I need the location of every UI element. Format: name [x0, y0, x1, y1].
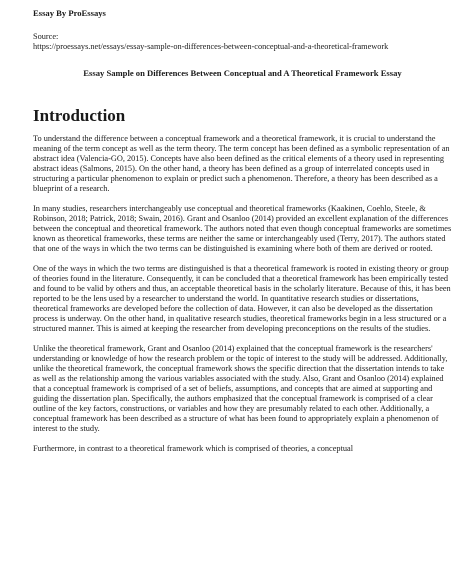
source-url-link[interactable]: https://proessays.net/essays/essay-sample-on-differences-between-conceptual-and-a-theoretical-framework — [33, 42, 389, 51]
paragraph-2: In many studies, researchers interchangeably use conceptual and theoretical frameworks (Kaakinen, Coehlo, Steele, & Robinson, 2018; Patrick, 2018; Swain, 2016). Grant and Osanloo (2014) provided an excellent explanation of the differences between the conceptual and theoretical framework. The authors noted that even though conceptual frameworks are sometimes known as theoretical frameworks, these terms are neither the same or interchangeably used (Terry, 2017). The authors stated that one of the ways in which the two terms can be distinguished is examining where both of them are derived or rooted. — [33, 204, 452, 253]
paragraph-5: Furthermore, in contrast to a theoretical framework which is comprised of theories, a conceptual — [33, 444, 354, 453]
source-block — [33, 32, 452, 52]
essay-title: Essay Sample on Differences Between Conceptual and A Theoretical Framework Essay — [83, 68, 402, 78]
paragraph-4: Unlike the theoretical framework, Grant and Osanloo (2014) explained that the conceptual framework is the researchers' understanding or knowledge of how the research problem or the topic of interest to the study will be addressed. Additionally, unlike the theoretical framework, the conceptual framework shows the specific direction that the dissertation intends to take as well as the relationship among the various variables associated with the study. Also, Grant and Osanloo (2014) explained that a conceptual framework is comprised of a set of beliefs, assumptions, and concepts that are aimed at supporting and guiding the dissertation plan. Specifically, the authors emphasized that the conceptual framework is comprised of a clear outline of the key factors, constructions, or variables and how they are presumably related to each other. Additionally, a conceptual framework has been described as a structure of what has been found to appropriately explain a phenomenon of interest to the study. — [33, 344, 448, 433]
paragraph-3: One of the ways in which the two terms are distinguished is that a theoretical framework is rooted in existing theory or group of theories found in the literature. Consequently, it can be concluded that a theoretical framework has been empirically tested and found to be valid by others and thus, an acceptable theoretical basis in the scholarly literature. Because of this, it has been reported to be the lens used by a researcher to understand the world. In quantitative research studies or dissertations, theoretical frameworks are developed before the collection of data. However, it can also be developed as the dissertation process is underway. On the other hand, in qualitative research studies, theoretical frameworks begin in a less structured or a structured manner. This is aimed at keeping the researcher from developing preconceptions on the results of the studies. — [33, 264, 451, 333]
source-label: Source: — [33, 32, 59, 41]
section-heading: Introduction — [33, 106, 126, 125]
publisher-label: Essay By ProEssays — [33, 8, 106, 18]
paragraph-1: To understand the difference between a conceptual framework and a theoretical framework, it is crucial to understand the meaning of the term concept as well as the term theory. The term concept has been defined as a symbolic representation of an abstract idea (Valencia-GO, 2015). Concepts have also been defined as the critical elements of a theory used in representing abstract ideas (Salmons, 2015). On the other hand, a theory has been defined as a group of interrelated concepts used in structuring a particular phenomenon to explain or predict such a phenomenon. Therefore, a theory has been described as a blueprint of a research. — [33, 134, 450, 193]
